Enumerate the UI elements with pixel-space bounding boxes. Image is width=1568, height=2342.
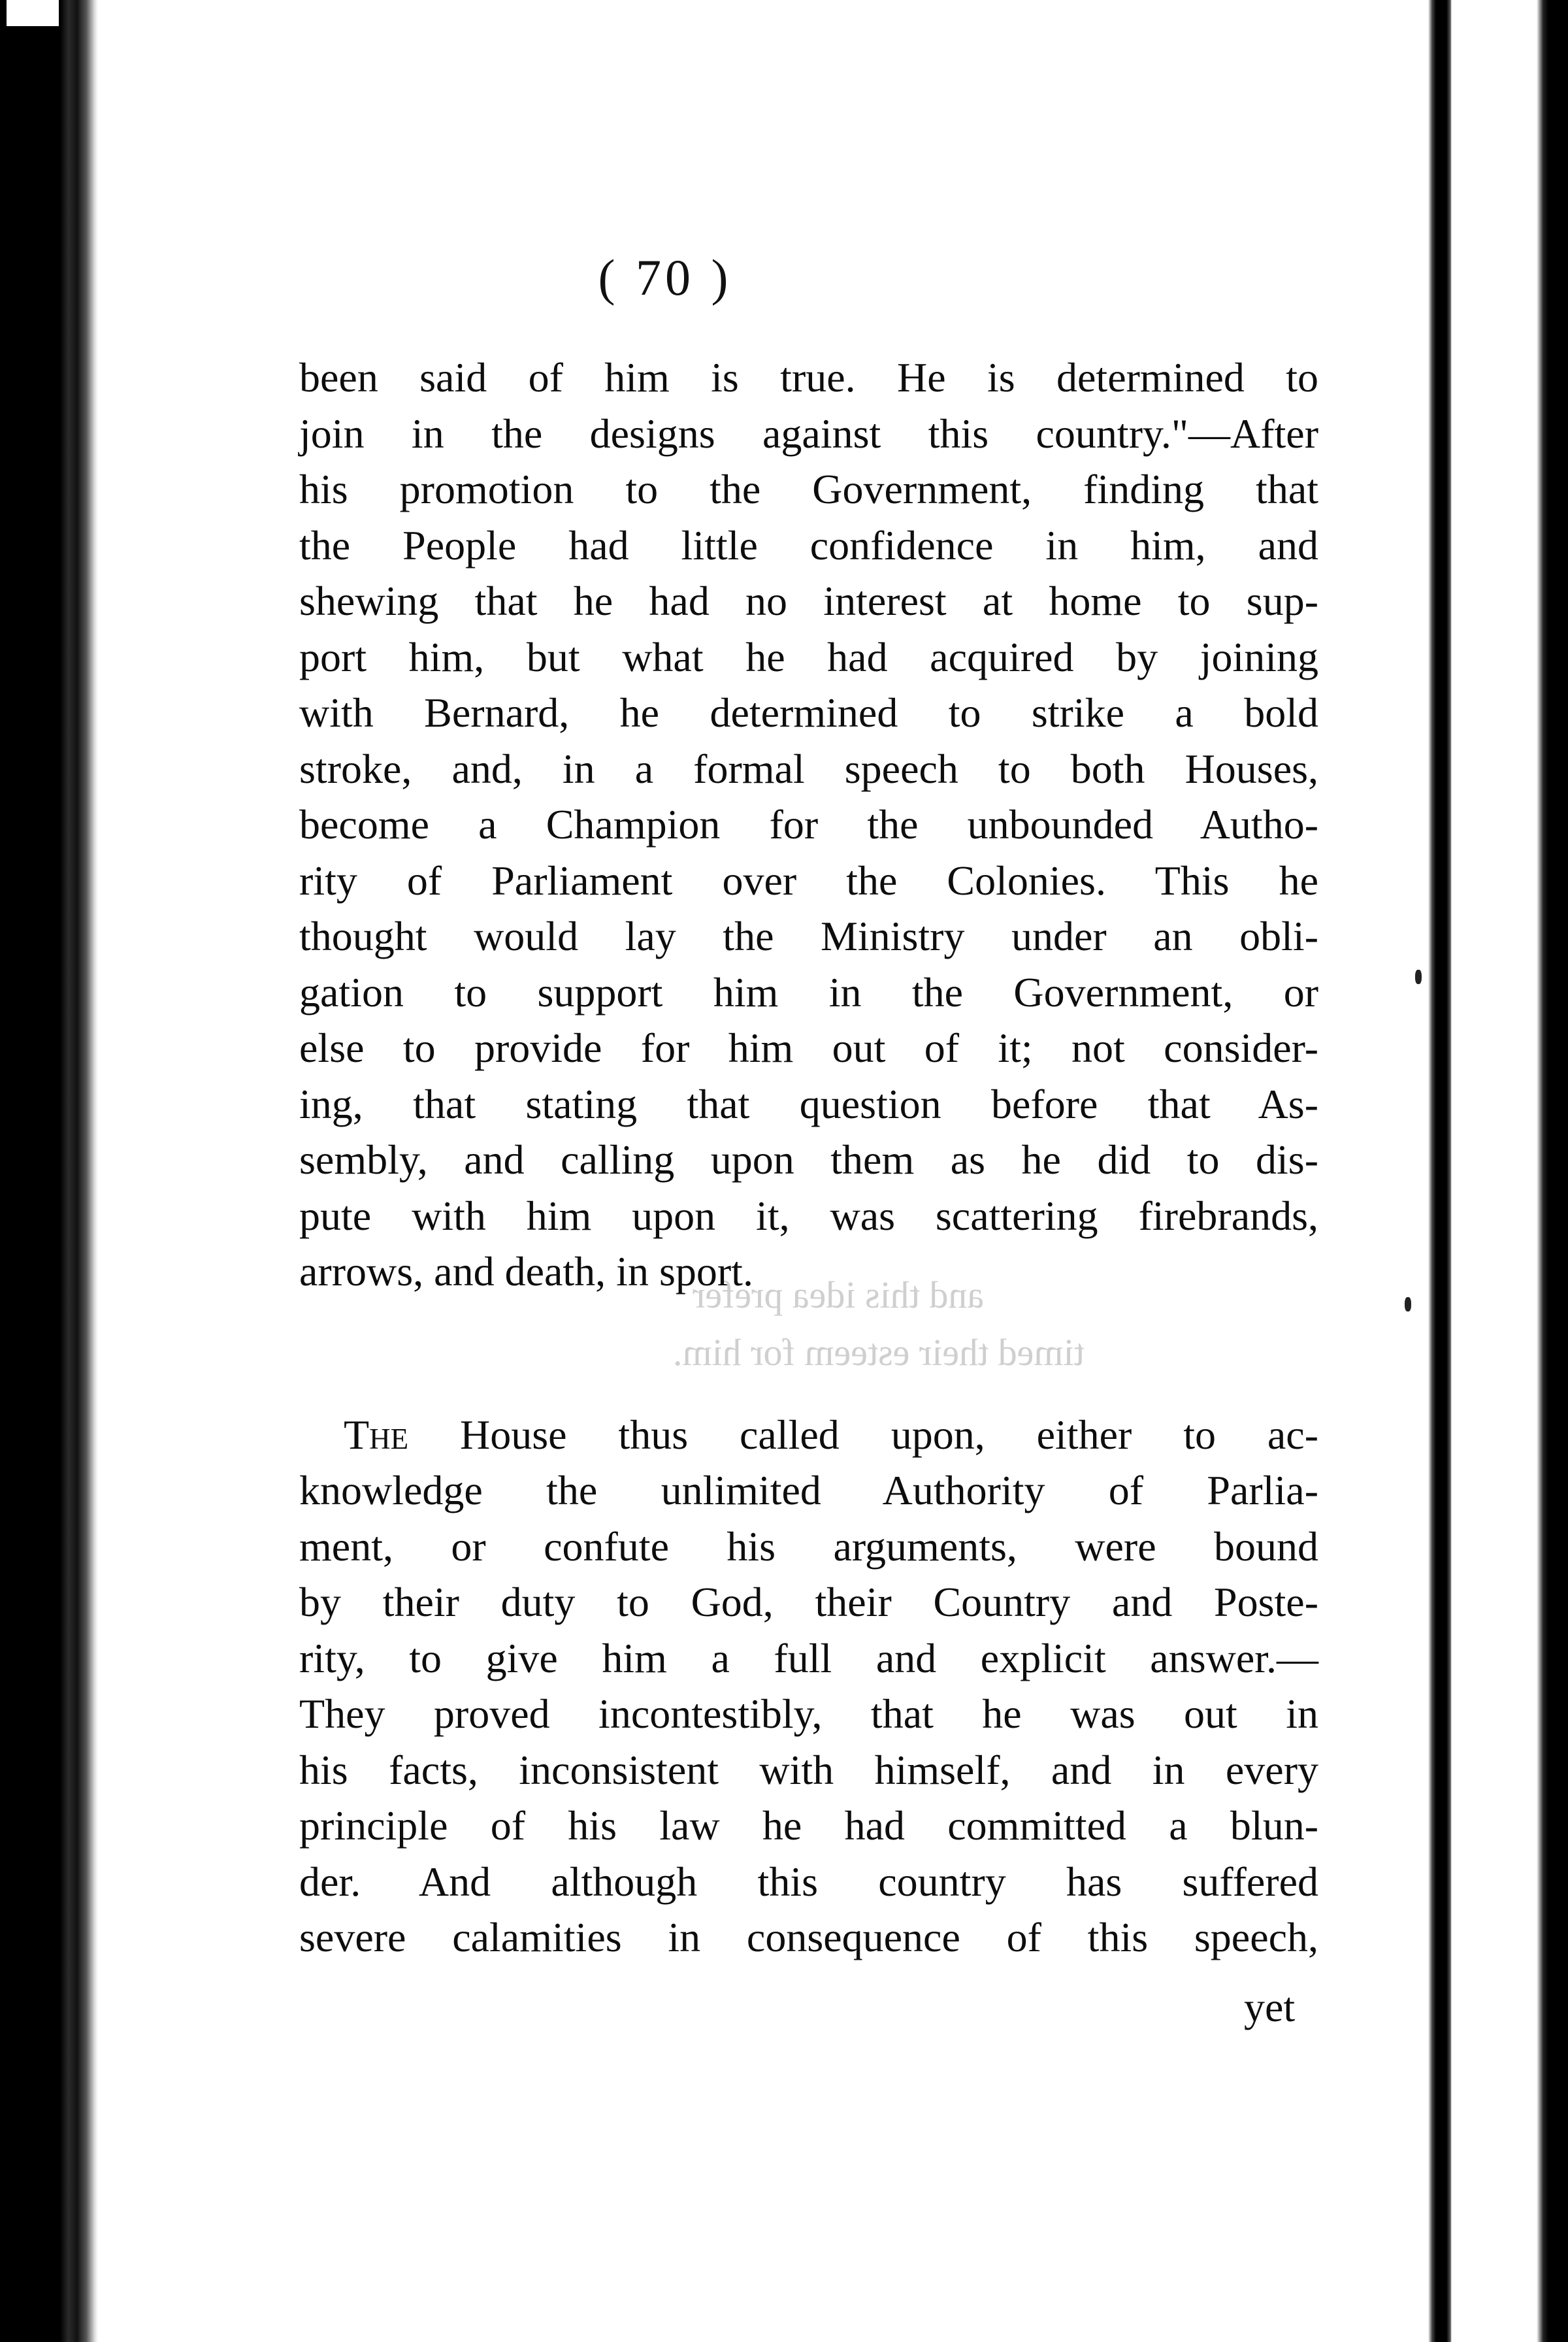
text-line: with Bernard, he determined to strike a bold (299, 689, 1318, 736)
text-line: else to provide for him out of it; not consider- (299, 1025, 1318, 1071)
text-line: stroke, and, in a formal speech to both Houses, (299, 745, 1318, 792)
text-line: sembly, and calling upon them as he did to dis- (299, 1136, 1318, 1183)
text-line: his facts, inconsistent with himself, and in every (299, 1746, 1318, 1793)
text-line: severe calamities in consequence of this speech, (299, 1914, 1318, 1960)
text-line: been said of him is true. He is determined to (299, 354, 1318, 401)
body-text (299, 350, 1318, 1966)
text-line: pute with him upon it, was scattering firebrands, (299, 1192, 1318, 1239)
text-line: ment, or confute his arguments, were bound (299, 1523, 1318, 1570)
text-line: join in the designs against this country."—After (299, 410, 1318, 457)
text-line: They proved incontestibly, that he was out in (299, 1691, 1318, 1737)
bleed-through-text: timed their esteem for him. (673, 1331, 1085, 1374)
text-line: rity, to give him a full and explicit answer.— (299, 1634, 1318, 1681)
text-line: shewing that he had no interest at home to sup- (299, 578, 1318, 624)
text-line: gation to support him in the Government, or (299, 968, 1318, 1015)
right-scan-edge (1537, 0, 1568, 2342)
text-line: principle of his law he had committed a blun- (299, 1802, 1318, 1849)
text-line: the People had little confidence in him, and (299, 521, 1318, 569)
small-caps-lead-word: The (344, 1411, 409, 1458)
paragraph-gap (299, 1300, 1318, 1407)
text-line: der. And although this country has suffered (299, 1858, 1318, 1905)
book-binding-edge (0, 0, 98, 2342)
text-line: become a Champion for the unbounded Autho- (299, 801, 1318, 848)
text-line: knowledge the unlimited Authority of Parlia- (299, 1467, 1318, 1513)
text-line: his promotion to the Government, finding that (299, 466, 1318, 512)
text-line: rity of Parliament over the Colonies. This he (299, 857, 1318, 904)
catchword: yet (1244, 1984, 1296, 2030)
text-line: thought would lay the Ministry under an obli- (299, 913, 1318, 959)
page-gutter-line (1428, 0, 1452, 2342)
binding-top-margin (7, 0, 59, 26)
text-line: ing, that stating that question before that As- (299, 1080, 1318, 1127)
page-number-header: ( 70 ) (598, 249, 732, 306)
margin-speck (1405, 1297, 1411, 1311)
text-line-paragraph-start (299, 1407, 1318, 1463)
text-line: by their duty to God, their Country and Poste- (299, 1579, 1318, 1625)
margin-speck (1415, 970, 1422, 984)
text-line: port him, but what he had acquired by joining (299, 633, 1318, 680)
text-line: arrows, and death, in sport. (299, 1248, 753, 1295)
bleed-through-text: and this idea prefer (693, 1274, 985, 1316)
text-line-rest: House thus called upon, either to ac- (408, 1411, 1318, 1458)
